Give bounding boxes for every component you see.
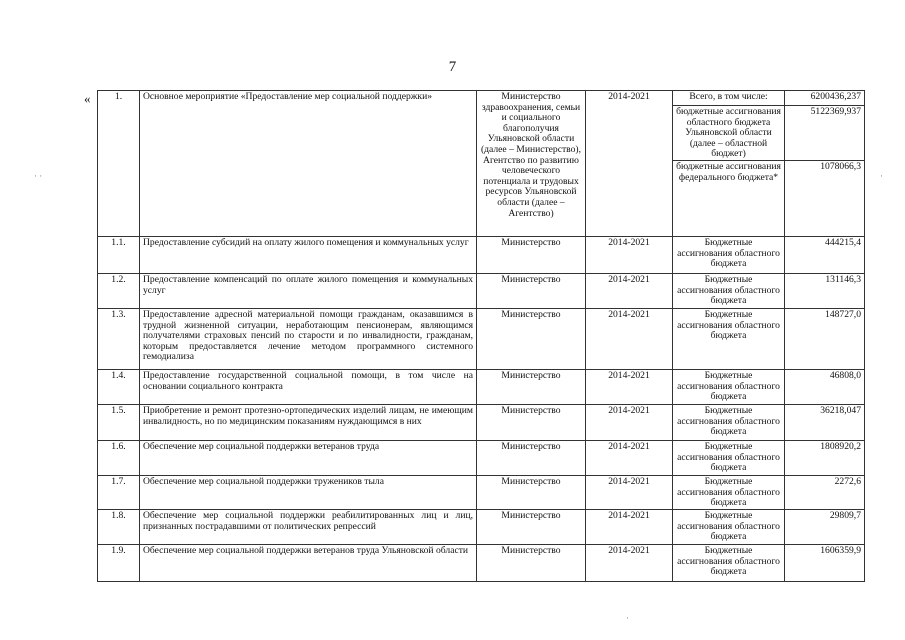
funding-source: бюджетные ассигнования областного бюджета Ульяновской области (далее – областной бюджет) xyxy=(673,106,785,161)
table-row xyxy=(98,440,865,475)
row-number: 1.7. xyxy=(98,475,140,509)
table-row xyxy=(98,236,865,273)
funding-amount: 148727,0 xyxy=(785,308,865,369)
funding-amount: 1606359,9 xyxy=(785,544,865,581)
row-number: 1. xyxy=(98,91,140,237)
row-number: 1.5. xyxy=(98,404,140,440)
funding-source: Бюджетные ассигнования областного бюджета xyxy=(673,236,785,273)
funding-source: Бюджетные ассигнования областного бюджета xyxy=(673,273,785,308)
funding-amount: 29809,7 xyxy=(785,509,865,544)
table-row xyxy=(98,273,865,308)
executor: Министерство xyxy=(477,544,586,581)
funding-amount: 1808920,2 xyxy=(785,440,865,475)
measure-description: Обеспечение мер социальной поддержки реабилитированных лиц и лиц, признанных пострадавшими от политических репрессий xyxy=(140,509,477,544)
page-number: 7 xyxy=(448,59,457,75)
measure-description: Обеспечение мер социальной поддержки тружеников тыла xyxy=(140,475,477,509)
table-row xyxy=(98,404,865,440)
executor: Министерство здравоохранения, семьи и социального благополучия Ульяновской области (далее – Министерство), Агентство по развитию человеческого потенциала и трудовых ресурсов Ульяновской области (далее – Агентство) xyxy=(477,91,586,237)
funding-source: Бюджетные ассигнования областного бюджета xyxy=(673,440,785,475)
executor: Министерство xyxy=(477,404,586,440)
row-number: 1.9. xyxy=(98,544,140,581)
scan-speck: · xyxy=(880,171,883,181)
measure-description: Предоставление компенсаций по оплате жилого помещения и коммунальных услуг xyxy=(140,273,477,308)
funding-source: Бюджетные ассигнования областного бюджета xyxy=(673,544,785,581)
scan-speck: · xyxy=(626,613,629,623)
table-row xyxy=(98,475,865,509)
funding-source: Бюджетные ассигнования областного бюджета xyxy=(673,475,785,509)
row-number: 1.8. xyxy=(98,509,140,544)
row-number: 1.6. xyxy=(98,440,140,475)
funding-source: Бюджетные ассигнования областного бюджета xyxy=(673,404,785,440)
executor: Министерство xyxy=(477,509,586,544)
funding-amount: 1078066,3 xyxy=(785,160,865,236)
funding-source: Бюджетные ассигнования областного бюджета xyxy=(673,308,785,369)
period: 2014-2021 xyxy=(586,475,673,509)
measure-description: Предоставление субсидий на оплату жилого помещения и коммунальных услуг xyxy=(140,236,477,273)
funding-source: Всего, в том числе: xyxy=(673,91,785,106)
table-row xyxy=(98,369,865,404)
executor: Министерство xyxy=(477,236,586,273)
funding-amount: 2272,6 xyxy=(785,475,865,509)
period: 2014-2021 xyxy=(586,91,673,237)
executor: Министерство xyxy=(477,273,586,308)
funding-source: Бюджетные ассигнования областного бюджета xyxy=(673,509,785,544)
funding-amount: 46808,0 xyxy=(785,369,865,404)
executor: Министерство xyxy=(477,475,586,509)
row-number: 1.2. xyxy=(98,273,140,308)
funding-amount: 131146,3 xyxy=(785,273,865,308)
period: 2014-2021 xyxy=(586,440,673,475)
measure-description: Приобретение и ремонт протезно-ортопедических изделий лицам, не имеющим инвалидность, но по медицинским показаниям нуждающимся в них xyxy=(140,404,477,440)
period: 2014-2021 xyxy=(586,509,673,544)
table-row xyxy=(98,308,865,369)
period: 2014-2021 xyxy=(586,273,673,308)
period: 2014-2021 xyxy=(586,404,673,440)
period: 2014-2021 xyxy=(586,236,673,273)
measure-description: Предоставление государственной социальной помощи, в том числе на основании социального контракта xyxy=(140,369,477,404)
funding-amount: 6200436,237 xyxy=(785,91,865,106)
measure-description: Обеспечение мер социальной поддержки ветеранов труда xyxy=(140,440,477,475)
executor: Министерство xyxy=(477,369,586,404)
period: 2014-2021 xyxy=(586,308,673,369)
table-row xyxy=(98,544,865,581)
funding-amount: 36218,047 xyxy=(785,404,865,440)
measure-description: Предоставление адресной материальной помощи гражданам, оказавшимся в трудной жизненной ситуации, неработающим пенсионерам, являющимся получателями страховых пенсий по старости и по инвалидности, гражданам, которым предоставляется лечение методом программного системного гемодиализа xyxy=(140,308,477,369)
executor: Министерство xyxy=(477,440,586,475)
row-number: 1.1. xyxy=(98,236,140,273)
funding-source: Бюджетные ассигнования областного бюджета xyxy=(673,369,785,404)
funding-amount: 444215,4 xyxy=(785,236,865,273)
executor: Министерство xyxy=(477,308,586,369)
measure-description: Обеспечение мер социальной поддержки ветеранов труда Ульяновской области xyxy=(140,544,477,581)
funding-amount: 5122369,937 xyxy=(785,106,865,161)
opening-quote-mark: « xyxy=(84,91,91,106)
funding-source: бюджетные ассигнования федерального бюджета* xyxy=(673,160,785,236)
measures-table xyxy=(97,90,865,582)
period: 2014-2021 xyxy=(586,544,673,581)
scan-speck: · · xyxy=(34,171,43,181)
row-number: 1.3. xyxy=(98,308,140,369)
period: 2014-2021 xyxy=(586,369,673,404)
row-number: 1.4. xyxy=(98,369,140,404)
measure-description: Основное мероприятие «Предоставление мер социальной поддержки» xyxy=(140,91,477,237)
table-row xyxy=(98,91,865,106)
table-row xyxy=(98,509,865,544)
